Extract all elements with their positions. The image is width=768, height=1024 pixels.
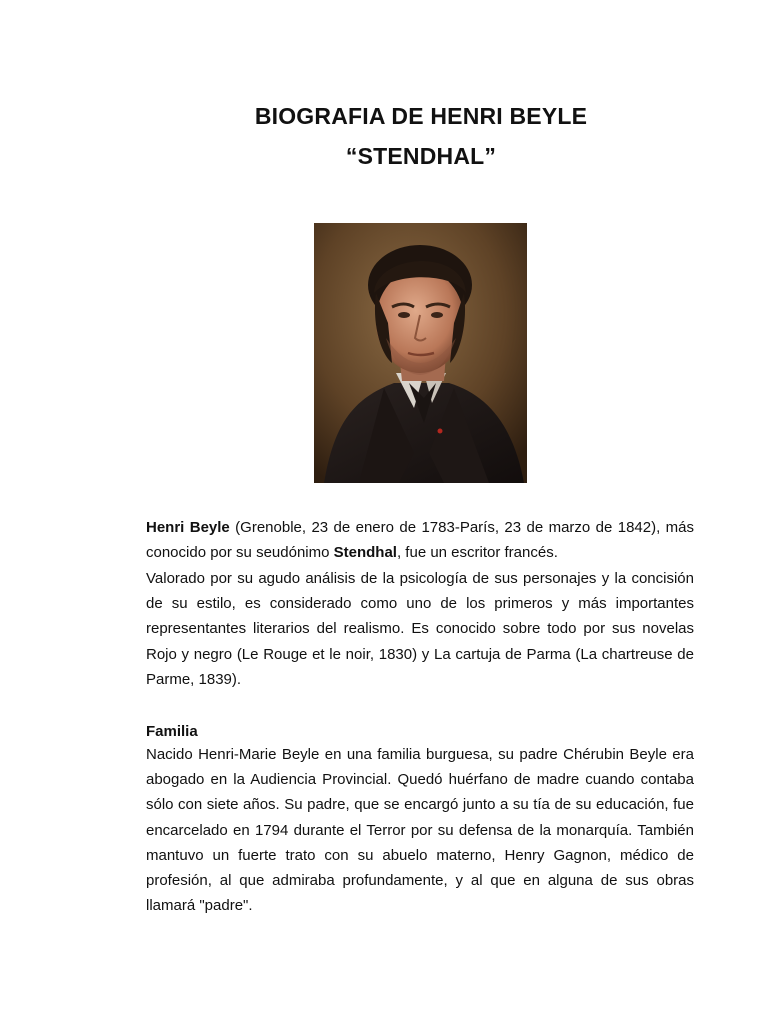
document-subtitle: “STENDHAL”: [345, 143, 497, 169]
family-paragraph-text: Nacido Henri-Marie Beyle en una familia burguesa, su padre Chérubin Beyle era abogado en la Audiencia Provincial. Quedó huérfano de madre cuando contaba sólo con siete años. Su padre, que se encargó junto a su tía de su educación, fue encarcelado en 1794 durante el Terror por su defensa de la monarquía. También mantuvo un fuerte trato con su abuelo materno, Henry Gagnon, médico de profesión, al que admiraba profundamente, y al que en alguna de sus obras llamará "padre".: [146, 746, 694, 915]
intro-paragraph: [146, 515, 694, 565]
subject-name: Henri Beyle: [146, 519, 230, 536]
family-paragraph: [146, 742, 694, 918]
document-title: BIOGRAFIA DE HENRI BEYLE: [254, 103, 588, 129]
intro-text-b: , fue un escritor francés.: [396, 544, 558, 562]
portrait-image: [314, 223, 527, 483]
intro-text-a: (Grenoble, 23 de enero de 1783-París, 23 de marzo de 1842), más conocido por su seudónimo: [146, 519, 695, 562]
portrait-of-stendhal-icon: [314, 223, 527, 483]
realism-paragraph: [146, 566, 694, 692]
section-heading-familia: Familia: [146, 723, 198, 740]
realism-paragraph-text: Valorado por su agudo análisis de la psicología de sus personajes y la concisión de su estilo, es considerado como uno de los primeros y más importantes representantes literarios del realismo. Es conocido sobre todo por sus novelas Rojo y negro (Le Rouge et le noir, 1830) y La cartuja de Parma (La chartreuse de Parme, 1839).: [146, 570, 694, 688]
pseudonym: Stendhal: [333, 544, 397, 562]
